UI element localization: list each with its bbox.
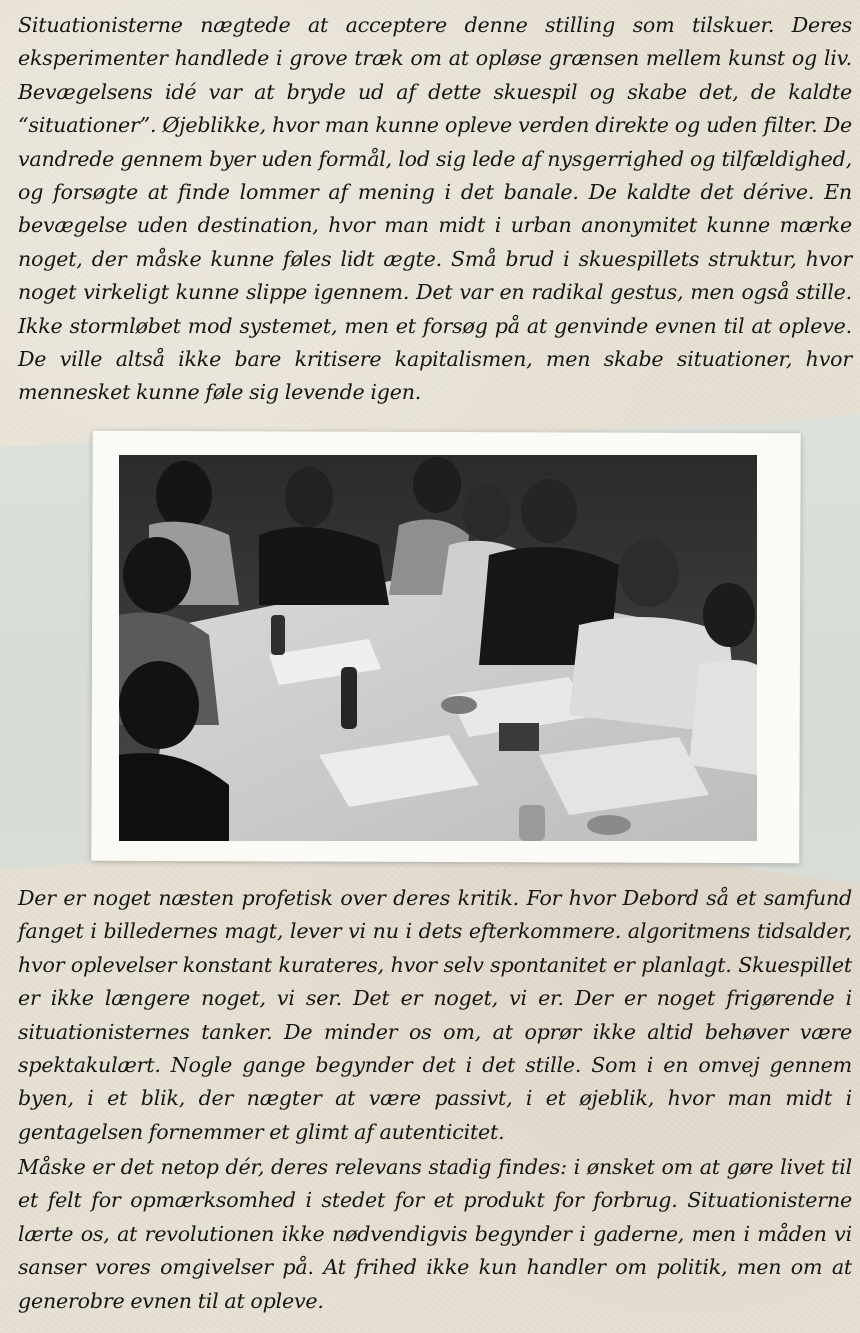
body-paragraph-2: Der er noget næsten profetisk over deres kritik. For hvor Debord så et samfund fanget i billedernes magt, lever vi nu i dets efterkommere. algoritmens tidsalder, hvor oplevelser konstant kurateres, hvor selv spontanitet er planlagt. Skuespillet er ikke længere noget, vi ser. Det er noget, vi er. Der er noget frigørende i situationisternes tanker. De minder os om, at oprør ikke altid behøver være spektakulært. Nogle gange begynder det i det stille. Som i en omvej gennem byen, i et blik, der nægter at være passivt, i et øjeblik, hvor man midt i gentagelsen fornemmer et glimt af autenticitet. [18,886,852,1144]
photo-illustration [119,455,757,841]
situationists-meeting-photo [119,455,757,841]
body-paragraph-1: Situationisterne nægtede at acceptere denne stilling som tilskuer. Deres eksperimenter handlede i grove træk om at opløse grænsen mellem kunst og liv. Bevægelsens idé var at bryde ud af dette skuespil og skabe det, de kaldte “situationer”. Øjeblikke, hvor man kunne opleve verden direkte og uden filter. De vandrede gennem byer uden formål, lod sig lede af nysgerrighed og tilfældighed, og forsøgte at finde lommer af mening i det banale. De kaldte det dérive. En bevægelse uden destination, hvor man midt i urban anonymitet kunne mærke noget, der måske kunne føles lidt ægte. Små brud i skuespillets struktur, hvor noget virkeligt kunne slippe igennem. Det var en radikal gestus, men også stille. Ikke stormløbet mod systemet, men et forsøg på at genvinde evnen til at opleve. De ville altså ikke bare kritisere kapitalismen, men skabe situationer, hvor mennesket kunne føle sig levende igen. [18,13,852,405]
body-paragraph-3: Måske er det netop dér, deres relevans stadig findes: i ønsket om at gøre livet til et felt for opmærksomhed i stedet for et produkt for forbrug. Situationisterne lærte os, at revolutionen ikke nødvendigvis begynder i gaderne, men i måden vi sanser vores omgivelser på. At frihed ikke kun handler om politik, men om at generobre evnen til at opleve. [18,1155,852,1313]
